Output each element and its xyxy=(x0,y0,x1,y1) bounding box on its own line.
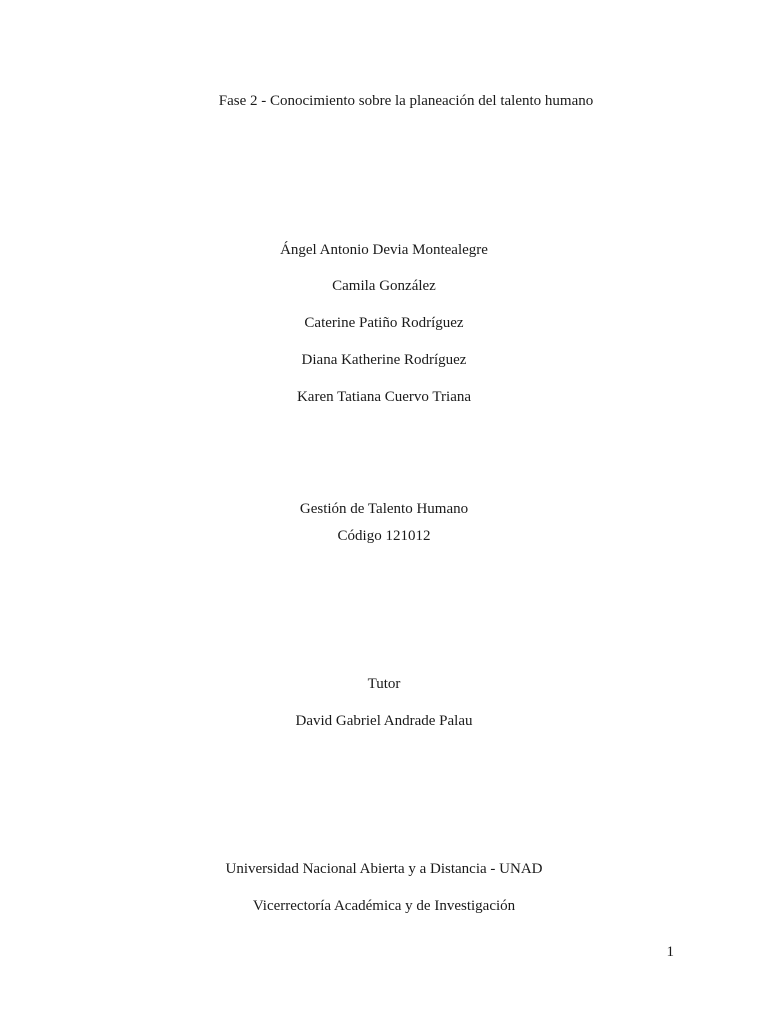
page-number: 1 xyxy=(666,944,674,960)
course-name: Gestión de Talento Humano xyxy=(299,501,469,517)
author-name: Diana Katherine Rodríguez xyxy=(301,352,467,368)
tutor-label: Tutor xyxy=(367,676,401,692)
author-name: Karen Tatiana Cuervo Triana xyxy=(296,389,472,405)
department-name: Vicerrectoría Académica y de Investigación xyxy=(252,898,516,914)
document-title: Fase 2 - Conocimiento sobre la planeación del talento humano xyxy=(218,93,594,109)
tutor-name: David Gabriel Andrade Palau xyxy=(295,713,473,729)
university-name: Universidad Nacional Abierta y a Distancia - UNAD xyxy=(225,861,543,877)
author-name: Ángel Antonio Devia Montealegre xyxy=(280,242,488,258)
author-name: Camila González xyxy=(332,278,436,294)
author-name: Caterine Patiño Rodríguez xyxy=(304,315,464,331)
course-code: Código 121012 xyxy=(337,528,431,544)
